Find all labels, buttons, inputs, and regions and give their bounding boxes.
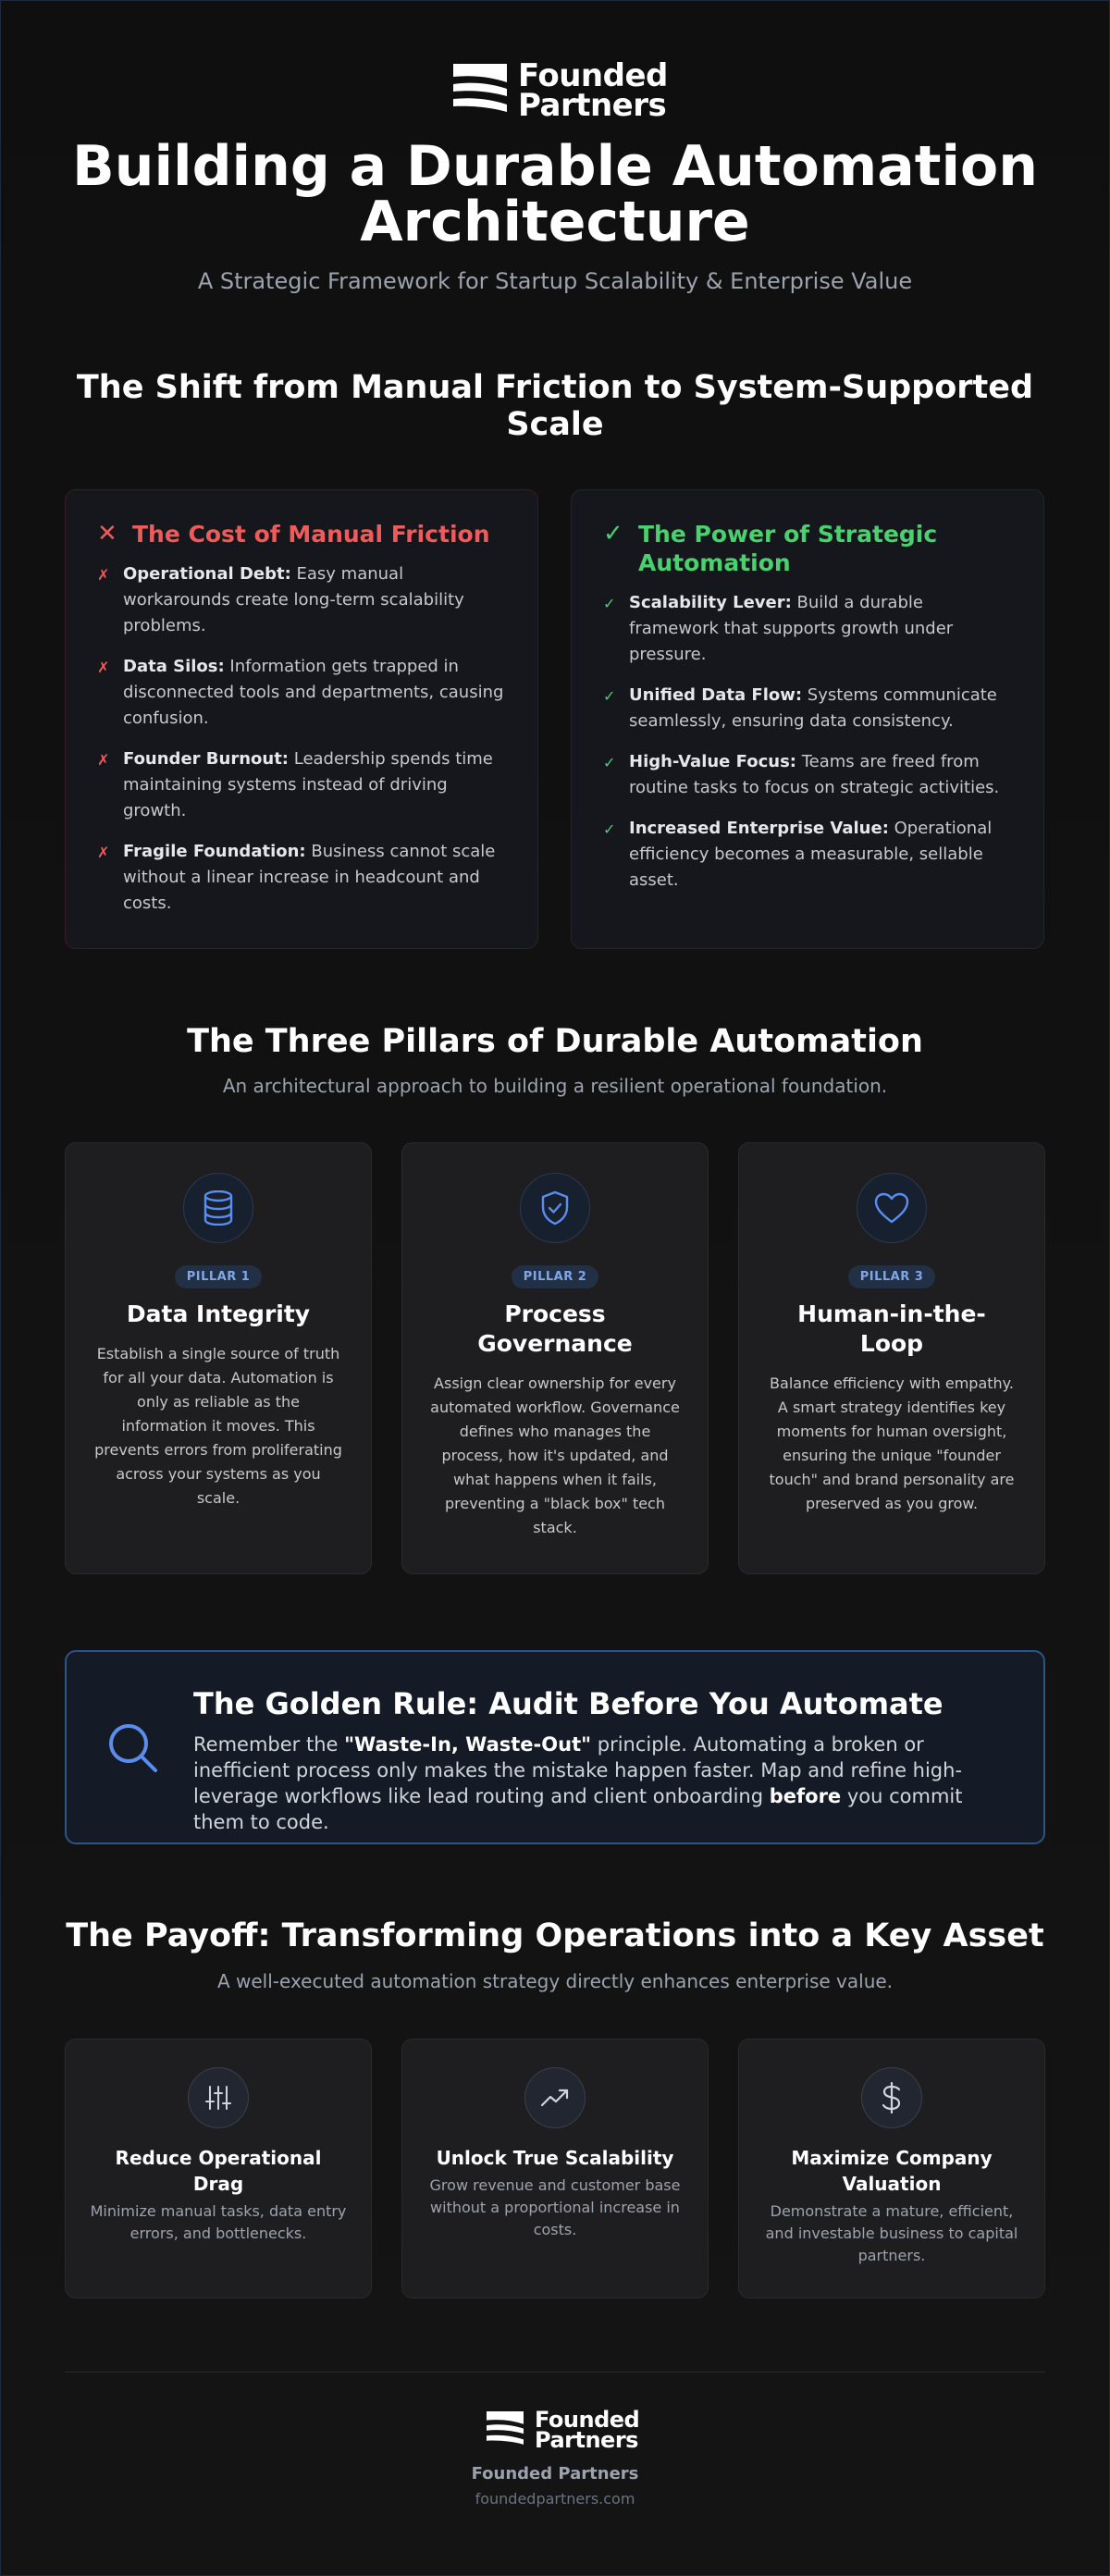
pillar-card-3 [738,1142,1045,1574]
shift-heading-line1: The Shift from Manual Friction to System-Supported [76,369,1034,406]
payoff-title: Unlock True Scalability [436,2147,674,2169]
strategic-automation-title: The Power of Strategic Automation [638,521,938,576]
payoff-heading: The Payoff: Transforming Operations into a Key Asset [66,1917,1044,1954]
pillar-title: Human-in-the-Loop [797,1300,986,1357]
x-mark-icon: ✗ [97,566,110,584]
golden-text-2: principle. Automating a broken or inefficient process only makes the mistake happen faster. Map and refine high-leverage workflows like lead routing and client onboarding [193,1733,963,1807]
list-item-text [123,654,506,732]
manual-friction-title: The Cost of Manual Friction [132,521,490,548]
brand-name-line2: Partners [518,87,667,124]
strategic-automation-header [603,520,1012,577]
database-icon [183,1173,253,1243]
payoff-description: Demonstrate a mature, efficient, and investable business to capital partners. [765,2202,1018,2264]
list-item [97,561,506,639]
payoff-card-2 [401,2039,709,2299]
pillar-badge: PILLAR 2 [512,1265,599,1288]
golden-rule-body [193,1732,1017,1835]
footer-company-name: Founded Partners [471,2464,639,2484]
shift-heading-line2: Scale [506,406,604,443]
golden-text-1: Remember the [193,1733,345,1756]
golden-bold-1: "Waste-In, Waste-Out" [344,1733,592,1756]
footer-brand-line1: Founded [535,2407,640,2433]
golden-text-3: you commit them to code. [193,1785,963,1833]
list-item-label: Increased Enterprise Value: [629,819,889,838]
footer-website-link[interactable]: foundedpartners.com [475,2490,635,2508]
shield-check-icon [520,1173,590,1243]
shift-heading [0,369,1110,443]
manual-friction-list [97,561,506,917]
page-subtitle: A Strategic Framework for Startup Scalability & Enterprise Value [197,268,913,294]
payoff-card-3 [738,2039,1045,2299]
list-item-label: Founder Burnout: [123,749,290,769]
footer-brand-line2: Partners [535,2427,638,2453]
list-item [603,816,1012,894]
pillars-heading: The Three Pillars of Durable Automation [187,1023,923,1060]
payoff-title: Reduce Operational Drag [115,2147,322,2195]
footer-logo [487,2407,640,2453]
pillar-card-1 [65,1142,372,1574]
x-mark-icon: ✗ [97,844,110,861]
dollar-icon [861,2067,922,2128]
pillar-badge: PILLAR 3 [848,1265,936,1288]
pillar-title: Data Integrity [126,1300,311,1327]
pillar-card-2 [401,1142,709,1574]
strategic-automation-list [603,590,1012,894]
list-item-body: Systems communicate seamlessly, ensuring data consistency. [629,685,997,731]
page-title [0,134,1110,254]
payoff-title: Maximize Company Valuation [791,2147,993,2195]
check-icon: ✓ [603,520,623,548]
manual-friction-card [65,489,538,949]
pillar-badge: PILLAR 1 [175,1265,263,1288]
list-item-text [629,683,1012,734]
list-item-label: Scalability Lever: [629,593,792,612]
footer-brand-name [535,2407,640,2453]
manual-friction-header [97,520,506,548]
list-item-body: Business cannot scale without a linear increase in headcount and costs. [123,842,496,913]
payoff-subtitle: A well-executed automation strategy directly enhances enterprise value. [216,1970,894,1992]
list-item-body: Easy manual workarounds create long-term scalability problems. [123,564,464,635]
list-item [97,746,506,824]
list-item [603,683,1012,734]
check-icon: ✓ [603,754,616,771]
trending-up-icon [524,2067,586,2128]
check-icon: ✓ [603,595,616,612]
page-title-line2: Architecture [360,190,750,254]
x-mark-icon: ✗ [97,659,110,676]
close-icon: ✕ [97,520,117,548]
brand-mark-icon [487,2411,524,2448]
list-item-label: Unified Data Flow: [629,685,803,705]
list-item-body: Information gets trapped in disconnected tools and departments, causing confusion. [123,657,504,728]
list-item-text [629,749,1012,801]
x-mark-icon: ✗ [97,751,110,769]
payoff-card-1 [65,2039,372,2299]
brand-name [518,57,668,124]
footer-divider [65,2372,1045,2373]
golden-rule-callout [65,1650,1045,1844]
list-item-label: High-Value Focus: [629,752,796,771]
list-item-label: Operational Debt: [123,564,291,584]
list-item-body: Teams are freed from routine tasks to focus on strategic activities. [629,752,1000,797]
list-item-label: Data Silos: [123,657,225,676]
strategic-automation-card [571,489,1044,949]
list-item-body: Operational efficiency becomes a measurable, sellable asset. [629,819,993,890]
check-icon: ✓ [603,687,616,705]
pillar-description: Balance efficiency with empathy. A smart strategy identifies key moments for human oversight, ensuring the unique "founder touch" and brand personality are preserved as you grow. [769,1374,1015,1512]
payoff-description: Grow revenue and customer base without a proportional increase in costs. [429,2176,681,2238]
list-item-text [123,746,506,824]
page-title-line1: Building a Durable Automation [72,134,1038,199]
list-item-body: Leadership spends time maintaining systems instead of driving growth. [123,749,493,820]
list-item-text [629,816,1012,894]
list-item-text [629,590,1012,668]
pillar-title: Process Governance [477,1300,633,1357]
list-item [97,839,506,917]
brand-mark-icon [453,64,507,117]
pillar-description: Assign clear ownership for every automated workflow. Governance defines who manages the process, how it's updated, and what happens when it fails, preventing a "black box" tech stack. [430,1374,680,1536]
check-icon: ✓ [603,820,616,838]
list-item-text [123,839,506,917]
list-item-body: Build a durable framework that supports growth under pressure. [629,593,954,664]
golden-rule-title: The Golden Rule: Audit Before You Automate [193,1686,944,1721]
list-item-text [123,561,506,639]
pillar-description: Establish a single source of truth for all your data. Automation is only as reliable as the information it moves. This prevents errors from proliferating across your systems as you scale. [94,1345,342,1507]
sliders-icon [188,2067,249,2128]
list-item [603,749,1012,801]
list-item-label: Fragile Foundation: [123,842,306,861]
brand-logo [453,57,668,124]
search-icon [107,1722,159,1774]
list-item [603,590,1012,668]
heart-icon [857,1173,927,1243]
list-item [97,654,506,732]
payoff-description: Minimize manual tasks, data entry errors, and bottlenecks. [90,2202,347,2242]
golden-bold-2: before [769,1785,842,1807]
pillars-subtitle: An architectural approach to building a resilient operational foundation. [222,1075,888,1097]
brand-name-line1: Founded [518,57,668,94]
